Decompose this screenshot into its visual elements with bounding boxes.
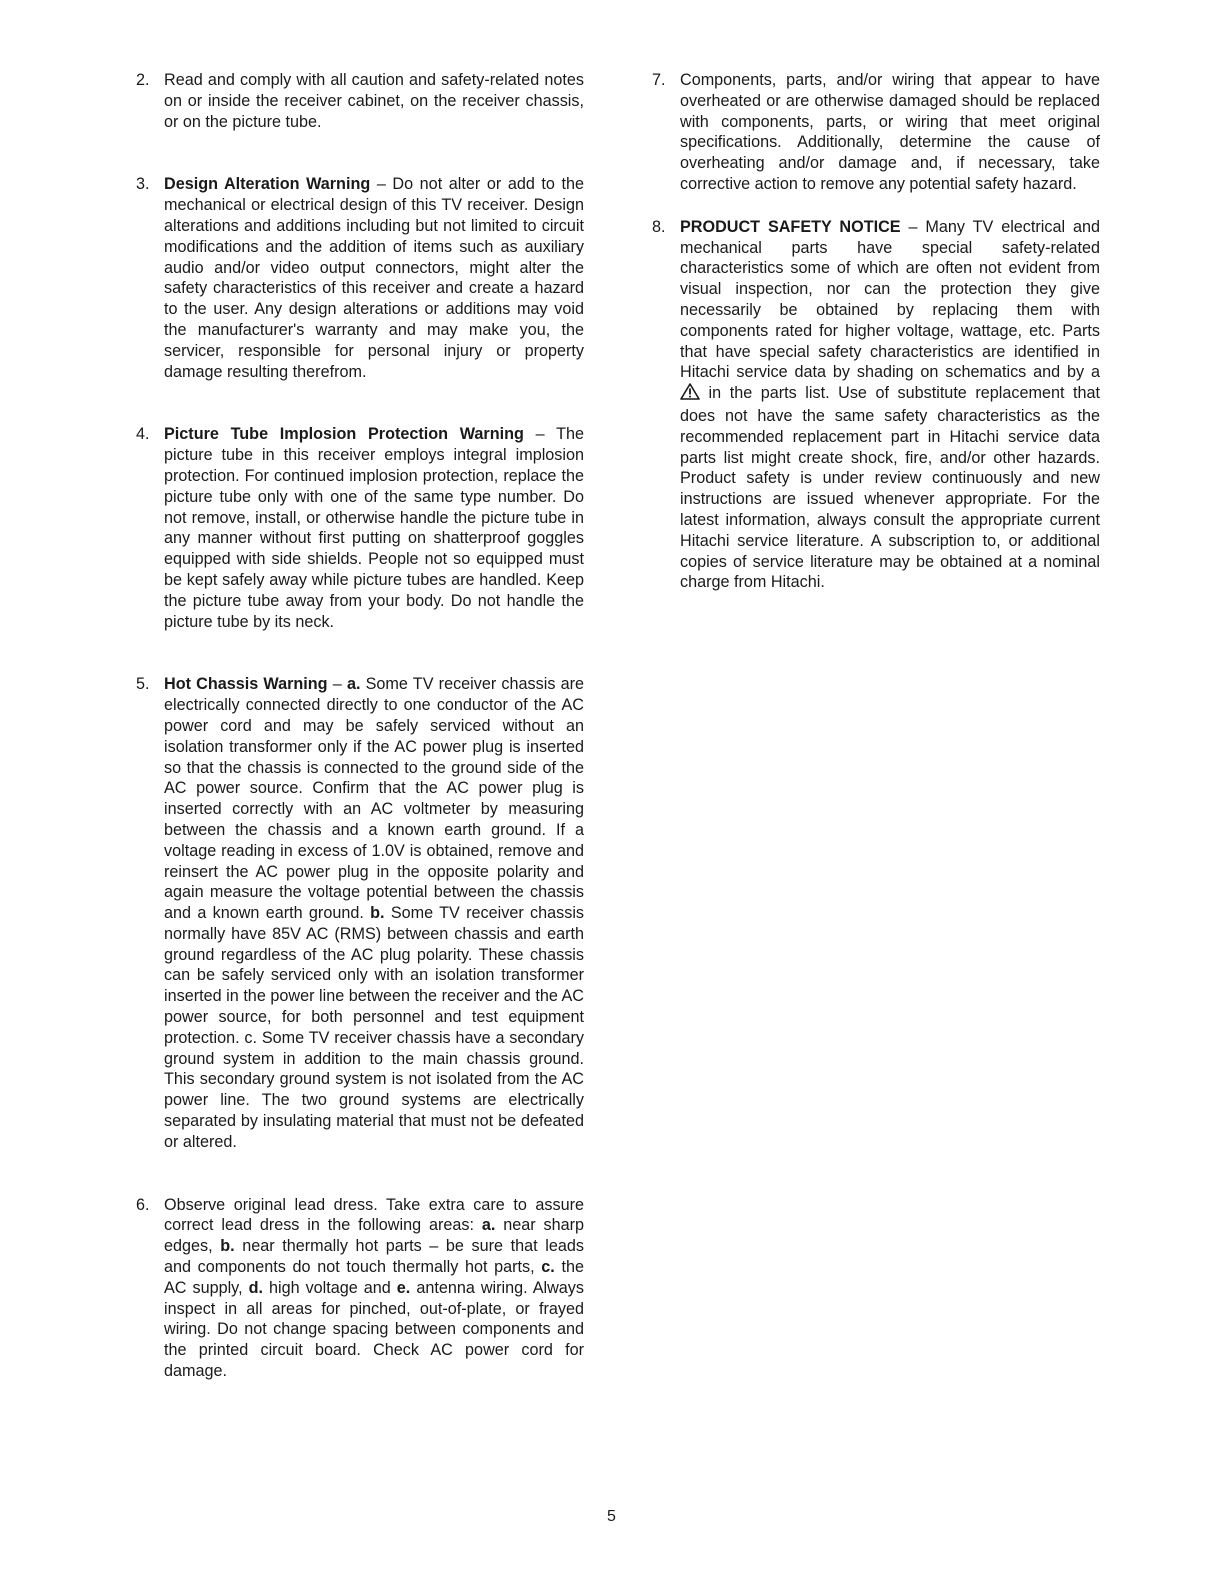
sub-label-b: b.: [370, 904, 385, 923]
item-number: 5.: [136, 675, 150, 694]
item-text: Read and comply with all caution and safety-related notes on or inside the receiver cabinet, on the receiver chassis, or on the picture tube.: [164, 71, 584, 131]
sub-label-b: b.: [220, 1237, 235, 1256]
safety-item-7: [652, 70, 1100, 195]
item-title: Design Alteration Warning: [164, 175, 371, 194]
item-body: [164, 424, 584, 632]
warning-triangle-icon: [680, 383, 700, 406]
item-text: The picture tube in this receiver employs integral implosion protection. For continued implosion protection, replace the picture tube only with one of the same type number. Do not remove, install, or otherwise handle the picture tube in any manner without first putting on shatterproof goggles equipped with side shields. People not so equipped must be kept safely away while picture tubes are handled. Keep the picture tube away from your body. Do not handle the picture tube by its neck.: [164, 425, 584, 631]
item-text: the AC supply,: [164, 1258, 584, 1297]
sub-label-d: d.: [248, 1278, 263, 1297]
safety-item-4: [136, 424, 584, 632]
sub-label-a: a.: [481, 1216, 496, 1235]
item-separator: –: [523, 425, 557, 444]
item-separator: –: [900, 217, 926, 236]
safety-item-3: [136, 174, 584, 382]
item-number: 6.: [136, 1195, 150, 1214]
sub-label-e: e.: [396, 1278, 411, 1297]
left-column: [136, 70, 584, 1422]
safety-item-2: [136, 70, 584, 132]
item-body: [680, 217, 1100, 593]
item-text: high voltage and: [262, 1278, 397, 1297]
item-number: 3.: [136, 175, 150, 194]
item-separator: –: [370, 175, 393, 194]
item-title: Hot Chassis Warning: [164, 675, 328, 694]
item-text: Observe original lead dress. Take extra care to assure correct lead dress in the following areas:: [164, 1195, 584, 1235]
item-text: in the parts list. Use of substitute replacement that does not have the same safety characteristics as the recommended replacement part in Hitachi service data parts list might create shock, fire, and/or other hazards. Product safety is under review continuously and new instructions are issued whenever appropriate. For the latest information, always consult the appropriate current Hitachi service literature. A subscription to, or additional copies of service literature may be obtained at a nominal charge from Hitachi.: [680, 384, 1100, 592]
item-number: 2.: [136, 71, 150, 89]
item-separator: –: [327, 675, 347, 694]
item-text-b: Some TV receiver chassis normally have 85V AC (RMS) between chassis and earth ground regardless of the AC plug polarity. These chassis can be safely serviced only with an isolation transformer inserted in the power line between the receiver and the AC power source, for both personnel and test equipment protection. c. Some TV receiver chassis have a secondary ground system in addition to the main chassis ground. This secondary ground system is not isolated from the AC power line. The two ground systems are electrically separated by insulating material that must not be defeated or altered.: [164, 904, 585, 1151]
item-text: Many TV electrical and mechanical parts have special safety-related characteristics some of which are often not evident from visual inspection, nor can the protection they give necessarily be obtained by replacing them with components rated for higher voltage, wattage, etc. Parts that have special safety characteristics are identified in Hitachi service data by shading on schematics and by a: [680, 217, 1100, 382]
right-column: [652, 70, 1100, 633]
item-text: antenna wiring. Always inspect in all areas for pinched, out-of-plate, or frayed wiring. Do not change spacing between components and the printed circuit board. Check AC power cord for damage.: [164, 1278, 584, 1381]
item-text: near thermally hot parts – be sure that leads and components do not touch thermally hot parts,: [164, 1237, 584, 1277]
safety-item-5: [136, 674, 584, 1152]
sub-label-a: a.: [346, 675, 361, 694]
item-number: 4.: [136, 425, 150, 444]
item-number: 7.: [652, 71, 666, 89]
item-title: Picture Tube Implosion Protection Warning: [164, 425, 524, 444]
item-text-a: Some TV receiver chassis are electrically connected directly to one conductor of the AC power cord and may be safely serviced without an isolation transformer only if the AC power plug is inserted so that the chassis is connected to the ground side of the AC power source. Confirm that the AC power plug is inserted correctly with an AC voltmeter by measuring between the chassis and a known earth ground. If a voltage reading in excess of 1.0V is obtained, remove and reinsert the AC power plug in the opposite polarity and again measure the voltage potential between the chassis and a known earth ground.: [164, 675, 584, 923]
item-text: Components, parts, and/or wiring that appear to have overheated or are otherwise damaged should be replaced with components, parts, or wiring that meet original specifications. Additionally, determine the cause of overheating and/or damage and, if necessary, take corrective action to remove any potential safety hazard.: [680, 71, 1100, 193]
item-body: [164, 674, 584, 1152]
sub-label-c: c.: [541, 1258, 555, 1277]
item-body: [164, 1195, 584, 1382]
item-text: Do not alter or add to the mechanical or electrical design of this TV receiver. Design alterations and additions including but not limited to circuit modifications and the addition of items such as auxiliary audio and/or video output connectors, might alter the safety characteristics of this receiver and create a hazard to the user. Any design alterations or additions may void the manufacturer's warranty and may make you, the servicer, responsible for personal injury or property damage resulting therefrom.: [164, 175, 584, 381]
item-body: [164, 174, 584, 382]
item-text: near sharp edges,: [164, 1216, 584, 1256]
safety-item-6: [136, 1195, 584, 1382]
item-number: 8.: [652, 217, 666, 236]
page-number: 5: [607, 1508, 616, 1525]
safety-item-8: [652, 217, 1100, 593]
item-title: PRODUCT SAFETY NOTICE: [680, 217, 901, 236]
